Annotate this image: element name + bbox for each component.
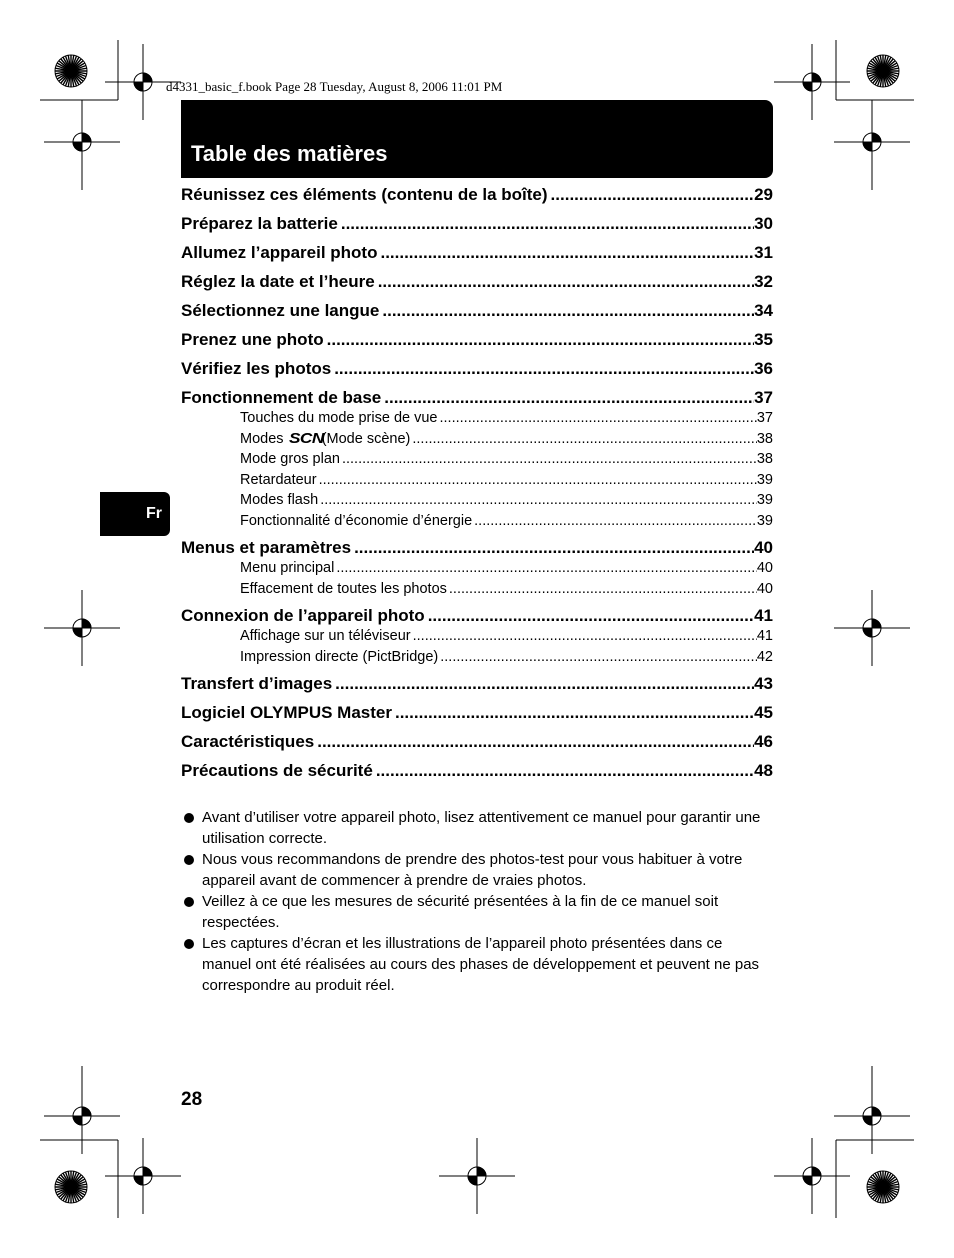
toc-entry-page: 30 <box>754 214 773 233</box>
toc-subentry-page: 39 <box>756 471 773 488</box>
toc-entry-page: 43 <box>754 674 773 693</box>
toc-entry-label: Réunissez ces éléments (contenu de la boîte) <box>181 185 548 204</box>
note-item <box>181 891 773 933</box>
toc-entry[interactable] <box>181 298 773 327</box>
toc-subentry-label <box>240 429 410 449</box>
toc-subentry[interactable] <box>181 490 773 511</box>
page-title: Table des matières <box>191 141 388 166</box>
language-tab: Fr <box>100 492 170 536</box>
toc-subentry[interactable] <box>181 449 773 470</box>
toc-subentry-page: 38 <box>756 451 773 467</box>
toc-entry-label: Transfert d’images <box>181 674 333 693</box>
toc-subentry-page: 37 <box>756 410 773 426</box>
toc-entry-page: 29 <box>754 185 773 204</box>
toc-entry-label: Préparez la batterie <box>181 214 338 233</box>
toc-entry[interactable] <box>181 700 773 729</box>
toc-leader-dots <box>447 579 757 599</box>
toc-leader-dots <box>472 511 757 531</box>
note-item <box>181 933 773 996</box>
toc-subentry-page: 42 <box>756 648 773 665</box>
toc-entry[interactable] <box>181 182 773 211</box>
toc-subentry[interactable] <box>181 511 773 532</box>
toc-entry-label: Connexion de l’appareil photo <box>181 606 425 625</box>
toc-entry-page: 41 <box>754 606 773 625</box>
toc-entry-label: Réglez la date et l’heure <box>181 272 375 291</box>
note-item <box>181 807 773 849</box>
toc-subentry-page: 40 <box>756 580 773 597</box>
bullet-icon <box>184 897 194 907</box>
toc-subentry-page: 38 <box>756 430 773 447</box>
note-text: Veillez à ce que les mesures de sécurité présentées à la fin de ce manuel soit respectées. <box>202 893 719 931</box>
bullet-icon <box>184 939 194 949</box>
toc-leader-dots <box>314 729 754 755</box>
toc-subentry-label: Modes flash <box>240 492 319 508</box>
toc-subentry-page: 41 <box>756 628 773 644</box>
toc-leader-dots <box>392 700 754 726</box>
toc-entry-label: Allumez l’appareil photo <box>181 243 378 262</box>
toc-leader-dots <box>548 182 755 208</box>
toc-subentry-label-post: (Mode scène) <box>321 430 411 447</box>
toc-subentry-label: Menu principal <box>240 560 335 576</box>
toc-leader-dots <box>438 647 757 667</box>
toc-entry[interactable] <box>181 758 773 787</box>
toc-leader-dots <box>317 470 757 490</box>
scn-mode-icon: SCN <box>288 429 324 447</box>
toc-subentry-page: 39 <box>756 492 773 508</box>
toc-subentry[interactable] <box>181 558 773 579</box>
page-number: 28 <box>181 1089 203 1110</box>
toc-leader-dots <box>324 327 754 353</box>
toc-entry[interactable] <box>181 269 773 298</box>
toc-entry[interactable] <box>181 671 773 700</box>
toc-leader-dots <box>332 671 754 697</box>
toc-entry[interactable] <box>181 356 773 385</box>
toc-leader-dots <box>410 429 757 449</box>
toc-entry[interactable] <box>181 211 773 240</box>
toc-subentry-label: Retardateur <box>240 471 317 488</box>
toc-leader-dots <box>331 356 754 382</box>
toc-entry-label: Précautions de sécurité <box>181 761 373 780</box>
toc-leader-dots <box>377 240 754 266</box>
toc-subentry-label: Effacement de toutes les photos <box>240 580 447 597</box>
toc-entry-page: 48 <box>754 761 773 780</box>
toc-subentry-label-pre: Modes <box>240 430 284 447</box>
toc-leader-dots <box>375 269 754 295</box>
toc-subentry-page: 39 <box>756 512 773 529</box>
toc-subentry[interactable] <box>181 579 773 600</box>
toc-subentry[interactable] <box>181 470 773 491</box>
toc-subentry-label: Touches du mode prise de vue <box>240 410 438 426</box>
title-bar <box>181 100 773 178</box>
toc-entry[interactable] <box>181 327 773 356</box>
note-item <box>181 849 773 891</box>
bullet-icon <box>184 813 194 823</box>
toc-entry-label: Logiciel OLYMPUS Master <box>181 703 392 722</box>
toc-entry-page: 40 <box>754 538 773 557</box>
note-text: Nous vous recommandons de prendre des photos-test pour vous habituer à votre appareil avant de commencer à prendre de vraies photos. <box>202 851 743 889</box>
toc-leader-dots <box>379 298 754 324</box>
toc-leader-dots <box>411 626 757 646</box>
toc-entry[interactable] <box>181 240 773 269</box>
toc-subentry[interactable] <box>181 626 773 647</box>
toc-entry-label: Prenez une photo <box>181 330 324 349</box>
toc-leader-dots <box>318 490 757 510</box>
toc-entry-page: 45 <box>754 703 773 722</box>
toc-leader-dots <box>334 558 757 578</box>
toc-leader-dots <box>373 758 754 784</box>
toc-entry-label: Fonctionnement de base <box>181 388 382 407</box>
toc-entry-page: 32 <box>754 272 773 291</box>
toc-subentry-label: Mode gros plan <box>240 451 340 467</box>
notes-list <box>181 807 773 996</box>
toc-leader-dots <box>340 449 757 469</box>
toc-entry-page: 37 <box>754 388 773 407</box>
toc-entry-page: 36 <box>754 359 773 378</box>
toc-entry-page: 46 <box>754 732 773 751</box>
toc-subentry-page: 40 <box>756 560 773 576</box>
print-header: d4331_basic_f.book Page 28 Tuesday, August 8, 2006 11:01 PM <box>166 79 503 94</box>
toc-entry-label: Caractéristiques <box>181 732 315 751</box>
note-text: Les captures d’écran et les illustrations de l’appareil photo présentées dans ce manuel ont été réalisées au cours des phases de développement et peuvent ne pas correspondre au produit réel. <box>202 935 760 994</box>
bullet-icon <box>184 855 194 865</box>
toc-subentry[interactable] <box>181 429 773 450</box>
toc-entry-label: Menus et paramètres <box>181 538 352 557</box>
toc-leader-dots <box>338 211 754 237</box>
toc-entry-label: Sélectionnez une langue <box>181 301 380 320</box>
toc-subentry-label: Affichage sur un téléviseur <box>240 628 411 644</box>
toc-subentry[interactable] <box>181 647 773 668</box>
toc-leader-dots <box>438 408 757 428</box>
toc-subentry-label: Impression directe (PictBridge) <box>240 648 439 665</box>
note-text: Avant d’utiliser votre appareil photo, lisez attentivement ce manuel pour garantir une utilisation correcte. <box>202 809 761 847</box>
toc-subentry-label: Fonctionnalité d’économie d’énergie <box>240 512 473 529</box>
toc-entry-page: 34 <box>754 301 773 320</box>
toc-entry-page: 31 <box>754 243 773 262</box>
toc-subentry[interactable] <box>181 408 773 429</box>
toc-entry-label: Vérifiez les photos <box>181 359 332 378</box>
table-of-contents <box>181 182 773 787</box>
toc-entry-page: 35 <box>754 330 773 349</box>
toc-entry[interactable] <box>181 729 773 758</box>
